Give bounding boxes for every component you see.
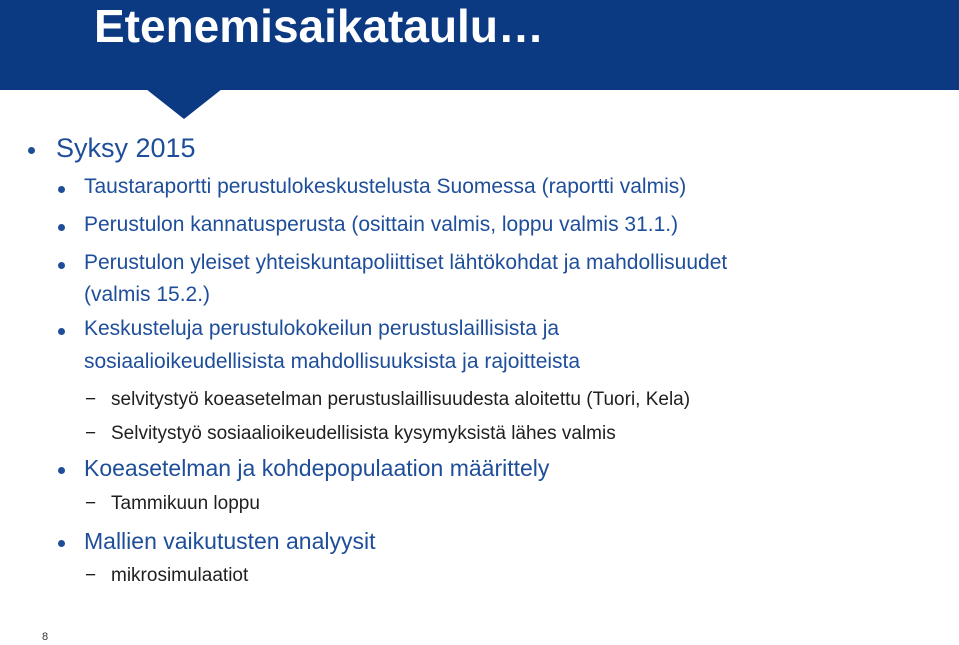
page-number: 8 [42,631,49,643]
bullet-mallien-analyysit: Mallien vaikutusten analyysit [84,528,376,554]
subbullet-perustuslaillisuus: selvitystyö koeasetelman perustuslaillisuudesta aloitettu (Tuori, Kela) [111,389,691,410]
title-bar-notch [146,89,222,119]
bullet-dot [58,186,65,193]
dash-marker: − [85,493,97,514]
subbullet-mikrosimulaatiot: mikrosimulaatiot [111,565,249,586]
bullet-dot [58,224,65,231]
bullet-dot [58,467,65,474]
bullet-koeasetelma: Koeasetelman ja kohdepopulaation määrittely [84,455,550,481]
bullet-keskusteluja-line1: Keskusteluja perustulokokeilun perustuslaillisista ja [84,317,560,340]
dash-marker: − [85,565,97,586]
dash-marker: − [85,423,97,444]
bullet-dot [58,262,65,269]
slide-title: Etenemisaikataulu… [94,0,544,52]
dash-marker: − [85,389,97,410]
bullet-dot [28,147,35,154]
bullet-level0-syksy: Syksy 2015 [56,133,196,163]
title-bar [0,0,959,90]
bullet-dot [58,540,65,547]
bullet-lahtokohdat-line1: Perustulon yleiset yhteiskuntapoliittiset lähtökohdat ja mahdollisuudet [84,251,728,274]
bullet-kannatusperusta: Perustulon kannatusperusta (osittain valmis, loppu valmis 31.1.) [84,213,679,236]
bullet-keskusteluja-line2: sosiaalioikeudellisista mahdollisuuksista ja rajoitteista [84,350,581,373]
bullet-dot [58,328,65,335]
bullet-lahtokohdat-line2: (valmis 15.2.) [84,283,211,306]
bullet-taustaraportti: Taustaraportti perustulokeskustelusta Suomessa (raportti valmis) [84,175,687,198]
subbullet-tammikuun-loppu: Tammikuun loppu [111,493,260,514]
subbullet-sosiaalioikeudellisista: Selvitystyö sosiaalioikeudellisista kysymyksistä lähes valmis [111,423,616,444]
